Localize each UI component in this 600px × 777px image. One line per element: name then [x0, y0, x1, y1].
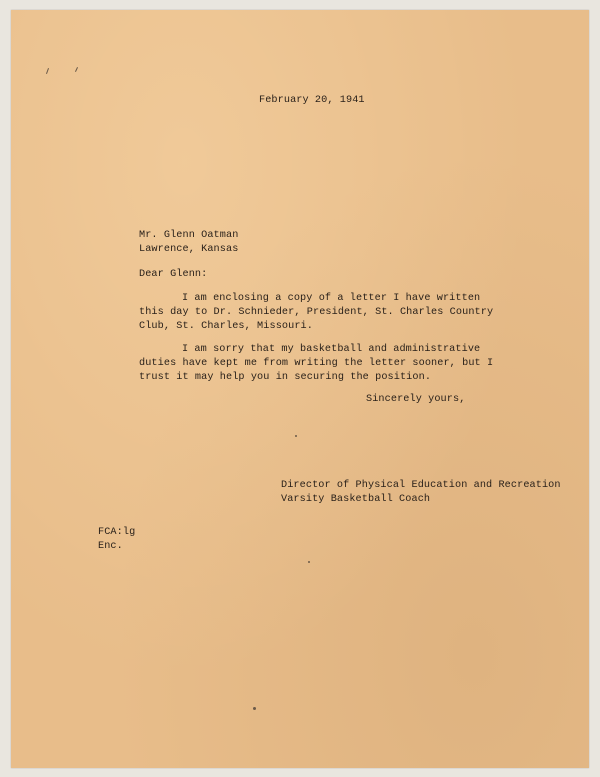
typist-initials: FCA:lg — [98, 527, 136, 538]
paragraph-1-line-1: I am enclosing a copy of a letter I have written — [182, 293, 481, 304]
letter-date: February 20, 1941 — [259, 95, 365, 106]
recipient-name: Mr. Glenn Oatman — [139, 230, 239, 241]
paragraph-1-line-2: this day to Dr. Schnieder, President, St. Charles Country — [139, 307, 494, 318]
salutation: Dear Glenn: — [139, 269, 208, 280]
paragraph-1-line-3: Club, St. Charles, Missouri. — [139, 321, 313, 332]
paper-speck — [75, 67, 78, 72]
recipient-city: Lawrence, Kansas — [139, 244, 239, 255]
closing: Sincerely yours, — [366, 394, 466, 405]
paragraph-2-line-3: trust it may help you in securing the position. — [139, 372, 432, 383]
paragraph-2-line-1: I am sorry that my basketball and administrative — [182, 344, 481, 355]
signature-title-1: Director of Physical Education and Recreation — [281, 480, 561, 491]
paper-speck — [308, 561, 310, 563]
signature-title-2: Varsity Basketball Coach — [281, 494, 431, 505]
paragraph-2-line-2: duties have kept me from writing the letter sooner, but I — [139, 358, 494, 369]
paper-speck — [295, 435, 297, 437]
paper-speck — [46, 68, 49, 74]
enclosure-note: Enc. — [98, 541, 123, 552]
letter-page — [11, 10, 589, 768]
paper-speck — [253, 707, 256, 710]
